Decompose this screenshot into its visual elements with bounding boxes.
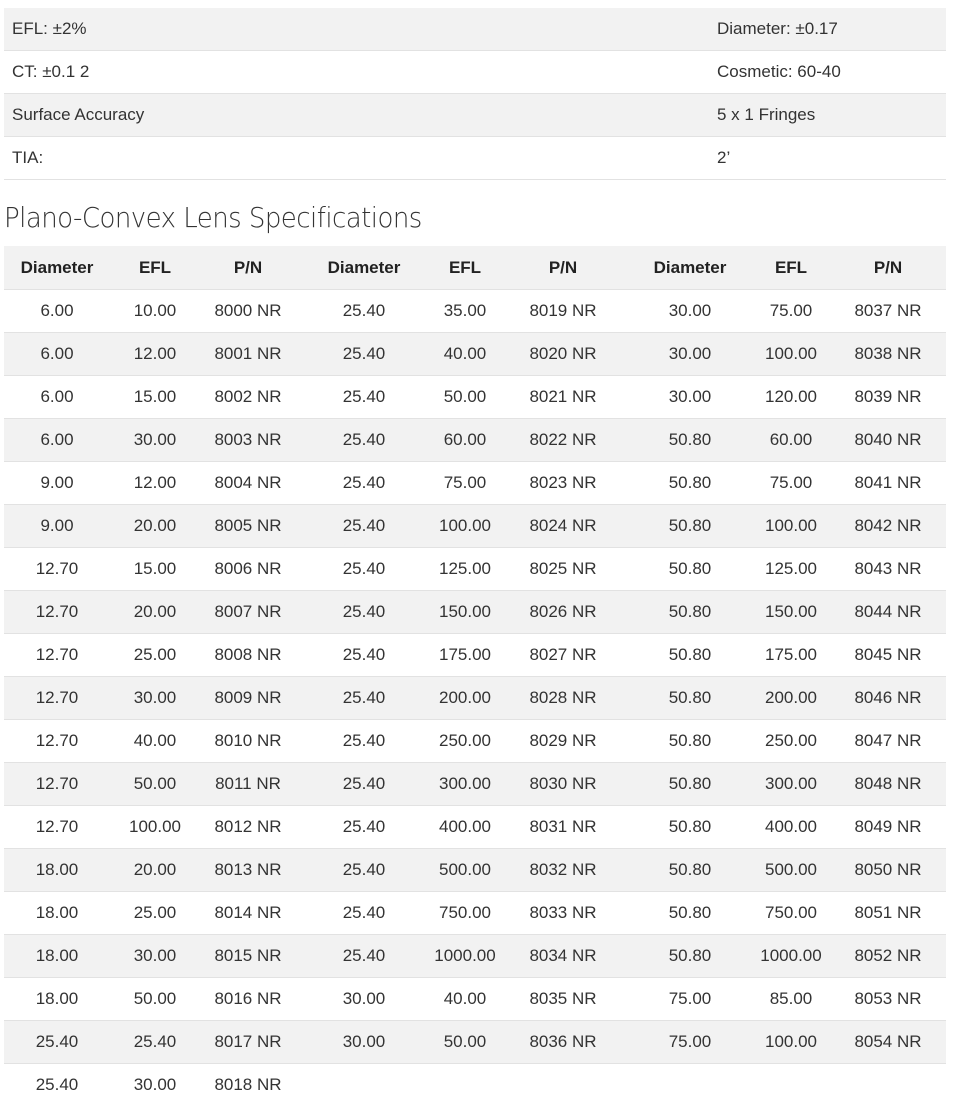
cell-diameter: 25.40	[296, 419, 432, 462]
cell-diameter: 6.00	[4, 290, 110, 333]
cell-efl: 20.00	[110, 505, 200, 548]
cell-pn: 8004 NR	[200, 462, 296, 505]
cell-pn: 8007 NR	[200, 591, 296, 634]
cell-diameter: 50.80	[628, 849, 752, 892]
cell-pn: 8017 NR	[200, 1021, 296, 1064]
cell-pn: 8054 NR	[830, 1021, 946, 1064]
cell-pn: 8034 NR	[498, 935, 628, 978]
cell-efl: 125.00	[432, 548, 498, 591]
spec-value: 5 x 1 Fringes	[709, 94, 946, 137]
cell-diameter: 25.40	[296, 290, 432, 333]
cell-diameter: 25.40	[296, 376, 432, 419]
cell-diameter: 18.00	[4, 892, 110, 935]
cell-diameter	[296, 1064, 432, 1106]
cell-efl: 120.00	[752, 376, 830, 419]
column-header-diameter: Diameter	[4, 246, 110, 290]
cell-diameter: 25.40	[4, 1064, 110, 1106]
cell-efl: 50.00	[432, 376, 498, 419]
cell-efl: 15.00	[110, 548, 200, 591]
cell-diameter: 30.00	[296, 1021, 432, 1064]
cell-diameter: 50.80	[628, 419, 752, 462]
cell-efl: 100.00	[752, 1021, 830, 1064]
cell-efl: 50.00	[432, 1021, 498, 1064]
cell-diameter: 25.40	[296, 763, 432, 806]
column-header-pn: P/N	[830, 246, 946, 290]
cell-diameter: 25.40	[296, 548, 432, 591]
cell-efl: 100.00	[752, 505, 830, 548]
cell-efl: 750.00	[432, 892, 498, 935]
cell-diameter: 30.00	[628, 290, 752, 333]
page-content	[4, 8, 946, 1106]
table-row	[4, 1021, 946, 1064]
cell-pn: 8011 NR	[200, 763, 296, 806]
cell-efl: 150.00	[432, 591, 498, 634]
cell-efl: 40.00	[110, 720, 200, 763]
cell-diameter: 12.70	[4, 548, 110, 591]
column-header-efl: EFL	[752, 246, 830, 290]
spec-label: EFL: ±2%	[4, 8, 709, 51]
column-header-pn: P/N	[200, 246, 296, 290]
cell-efl: 300.00	[432, 763, 498, 806]
lens-table-body	[4, 290, 946, 1106]
cell-pn: 8045 NR	[830, 634, 946, 677]
cell-pn: 8026 NR	[498, 591, 628, 634]
cell-diameter: 50.80	[628, 634, 752, 677]
cell-pn: 8031 NR	[498, 806, 628, 849]
table-row	[4, 720, 946, 763]
table-row	[4, 935, 946, 978]
cell-diameter: 9.00	[4, 462, 110, 505]
cell-pn: 8051 NR	[830, 892, 946, 935]
column-header-efl: EFL	[432, 246, 498, 290]
cell-efl: 85.00	[752, 978, 830, 1021]
cell-diameter: 50.80	[628, 677, 752, 720]
cell-pn: 8039 NR	[830, 376, 946, 419]
cell-pn: 8025 NR	[498, 548, 628, 591]
cell-efl: 60.00	[752, 419, 830, 462]
cell-pn: 8044 NR	[830, 591, 946, 634]
cell-pn: 8023 NR	[498, 462, 628, 505]
cell-diameter: 30.00	[628, 333, 752, 376]
cell-pn: 8038 NR	[830, 333, 946, 376]
cell-efl: 20.00	[110, 849, 200, 892]
table-row	[4, 376, 946, 419]
cell-diameter: 50.80	[628, 935, 752, 978]
cell-diameter: 9.00	[4, 505, 110, 548]
cell-diameter: 25.40	[296, 935, 432, 978]
cell-pn: 8003 NR	[200, 419, 296, 462]
column-header-pn: P/N	[498, 246, 628, 290]
cell-pn: 8002 NR	[200, 376, 296, 419]
cell-diameter: 25.40	[296, 892, 432, 935]
cell-pn: 8053 NR	[830, 978, 946, 1021]
spec-value: Diameter: ±0.17	[709, 8, 946, 51]
cell-efl	[432, 1064, 498, 1106]
cell-pn: 8036 NR	[498, 1021, 628, 1064]
table-row	[4, 806, 946, 849]
cell-diameter: 25.40	[296, 634, 432, 677]
cell-pn	[498, 1064, 628, 1106]
cell-pn: 8050 NR	[830, 849, 946, 892]
spec-row	[4, 51, 946, 94]
cell-diameter: 50.80	[628, 462, 752, 505]
cell-pn: 8037 NR	[830, 290, 946, 333]
cell-diameter: 50.80	[628, 720, 752, 763]
cell-pn: 8018 NR	[200, 1064, 296, 1106]
cell-efl: 175.00	[432, 634, 498, 677]
cell-efl: 200.00	[432, 677, 498, 720]
cell-pn: 8049 NR	[830, 806, 946, 849]
cell-pn: 8048 NR	[830, 763, 946, 806]
cell-pn: 8052 NR	[830, 935, 946, 978]
cell-diameter: 50.80	[628, 591, 752, 634]
cell-pn: 8022 NR	[498, 419, 628, 462]
cell-efl: 40.00	[432, 333, 498, 376]
tolerance-spec-table	[4, 8, 946, 180]
cell-diameter: 50.80	[628, 763, 752, 806]
cell-pn: 8035 NR	[498, 978, 628, 1021]
cell-pn: 8009 NR	[200, 677, 296, 720]
cell-pn: 8030 NR	[498, 763, 628, 806]
cell-efl: 1000.00	[432, 935, 498, 978]
cell-diameter: 50.80	[628, 548, 752, 591]
cell-efl: 150.00	[752, 591, 830, 634]
cell-diameter: 6.00	[4, 419, 110, 462]
cell-diameter: 12.70	[4, 806, 110, 849]
cell-pn: 8024 NR	[498, 505, 628, 548]
table-row	[4, 1064, 946, 1106]
cell-efl: 100.00	[432, 505, 498, 548]
cell-diameter: 25.40	[4, 1021, 110, 1064]
cell-diameter: 25.40	[296, 720, 432, 763]
cell-efl: 30.00	[110, 677, 200, 720]
cell-diameter: 12.70	[4, 634, 110, 677]
cell-diameter: 25.40	[296, 849, 432, 892]
cell-diameter: 25.40	[296, 806, 432, 849]
cell-pn: 8041 NR	[830, 462, 946, 505]
cell-efl: 15.00	[110, 376, 200, 419]
cell-efl: 25.40	[110, 1021, 200, 1064]
table-row	[4, 505, 946, 548]
cell-pn: 8012 NR	[200, 806, 296, 849]
cell-pn: 8001 NR	[200, 333, 296, 376]
spec-row	[4, 137, 946, 180]
cell-efl: 250.00	[752, 720, 830, 763]
cell-efl: 750.00	[752, 892, 830, 935]
cell-pn: 8015 NR	[200, 935, 296, 978]
spec-label: TIA:	[4, 137, 709, 180]
cell-diameter: 12.70	[4, 763, 110, 806]
lens-table-header-row	[4, 246, 946, 290]
lens-spec-table	[4, 246, 946, 1106]
cell-diameter: 50.80	[628, 505, 752, 548]
cell-efl: 10.00	[110, 290, 200, 333]
cell-efl: 75.00	[752, 462, 830, 505]
cell-efl: 40.00	[432, 978, 498, 1021]
cell-efl: 75.00	[432, 462, 498, 505]
spec-value: 2’	[709, 137, 946, 180]
cell-efl: 30.00	[110, 1064, 200, 1106]
cell-pn: 8016 NR	[200, 978, 296, 1021]
cell-pn: 8032 NR	[498, 849, 628, 892]
cell-efl	[752, 1064, 830, 1106]
cell-pn: 8006 NR	[200, 548, 296, 591]
cell-efl: 125.00	[752, 548, 830, 591]
cell-pn: 8010 NR	[200, 720, 296, 763]
cell-efl: 30.00	[110, 419, 200, 462]
cell-efl: 50.00	[110, 763, 200, 806]
cell-efl: 175.00	[752, 634, 830, 677]
cell-pn: 8028 NR	[498, 677, 628, 720]
cell-diameter: 6.00	[4, 376, 110, 419]
cell-efl: 400.00	[752, 806, 830, 849]
cell-diameter: 25.40	[296, 591, 432, 634]
cell-diameter: 12.70	[4, 591, 110, 634]
cell-efl: 500.00	[752, 849, 830, 892]
cell-pn: 8021 NR	[498, 376, 628, 419]
cell-efl: 12.00	[110, 333, 200, 376]
cell-efl: 400.00	[432, 806, 498, 849]
cell-efl: 30.00	[110, 935, 200, 978]
cell-pn: 8013 NR	[200, 849, 296, 892]
cell-efl: 25.00	[110, 634, 200, 677]
cell-efl: 1000.00	[752, 935, 830, 978]
cell-diameter: 50.80	[628, 806, 752, 849]
cell-efl: 100.00	[752, 333, 830, 376]
cell-diameter: 25.40	[296, 333, 432, 376]
cell-diameter: 18.00	[4, 935, 110, 978]
table-row	[4, 677, 946, 720]
spec-row	[4, 94, 946, 137]
cell-pn: 8043 NR	[830, 548, 946, 591]
cell-pn: 8005 NR	[200, 505, 296, 548]
cell-diameter: 75.00	[628, 1021, 752, 1064]
table-row	[4, 634, 946, 677]
cell-pn: 8047 NR	[830, 720, 946, 763]
cell-efl: 500.00	[432, 849, 498, 892]
table-row	[4, 548, 946, 591]
cell-diameter: 18.00	[4, 978, 110, 1021]
column-header-diameter: Diameter	[296, 246, 432, 290]
cell-efl: 75.00	[752, 290, 830, 333]
table-row	[4, 462, 946, 505]
table-row	[4, 849, 946, 892]
cell-diameter: 30.00	[628, 376, 752, 419]
table-row	[4, 333, 946, 376]
cell-efl: 60.00	[432, 419, 498, 462]
cell-efl: 20.00	[110, 591, 200, 634]
cell-pn: 8020 NR	[498, 333, 628, 376]
cell-pn: 8008 NR	[200, 634, 296, 677]
table-row	[4, 892, 946, 935]
cell-pn: 8029 NR	[498, 720, 628, 763]
cell-pn: 8014 NR	[200, 892, 296, 935]
cell-pn: 8019 NR	[498, 290, 628, 333]
cell-efl: 300.00	[752, 763, 830, 806]
spec-row	[4, 8, 946, 51]
cell-efl: 50.00	[110, 978, 200, 1021]
spec-label: Surface Accuracy	[4, 94, 709, 137]
cell-efl: 25.00	[110, 892, 200, 935]
table-row	[4, 978, 946, 1021]
table-row	[4, 591, 946, 634]
section-title: Plano-Convex Lens Specifications	[4, 180, 880, 246]
cell-diameter: 6.00	[4, 333, 110, 376]
cell-efl: 250.00	[432, 720, 498, 763]
cell-diameter: 50.80	[628, 892, 752, 935]
cell-diameter: 25.40	[296, 677, 432, 720]
cell-diameter: 25.40	[296, 505, 432, 548]
spec-value: Cosmetic: 60-40	[709, 51, 946, 94]
cell-diameter	[628, 1064, 752, 1106]
column-header-diameter: Diameter	[628, 246, 752, 290]
table-row	[4, 763, 946, 806]
cell-pn: 8033 NR	[498, 892, 628, 935]
spec-label: CT: ±0.1 2	[4, 51, 709, 94]
cell-efl: 200.00	[752, 677, 830, 720]
cell-diameter: 75.00	[628, 978, 752, 1021]
cell-efl: 35.00	[432, 290, 498, 333]
table-row	[4, 290, 946, 333]
cell-diameter: 12.70	[4, 677, 110, 720]
cell-pn: 8046 NR	[830, 677, 946, 720]
cell-pn: 8027 NR	[498, 634, 628, 677]
cell-diameter: 18.00	[4, 849, 110, 892]
cell-pn: 8040 NR	[830, 419, 946, 462]
table-row	[4, 419, 946, 462]
column-header-efl: EFL	[110, 246, 200, 290]
cell-pn	[830, 1064, 946, 1106]
cell-pn: 8042 NR	[830, 505, 946, 548]
cell-pn: 8000 NR	[200, 290, 296, 333]
cell-efl: 12.00	[110, 462, 200, 505]
cell-diameter: 12.70	[4, 720, 110, 763]
cell-diameter: 25.40	[296, 462, 432, 505]
cell-diameter: 30.00	[296, 978, 432, 1021]
cell-efl: 100.00	[110, 806, 200, 849]
